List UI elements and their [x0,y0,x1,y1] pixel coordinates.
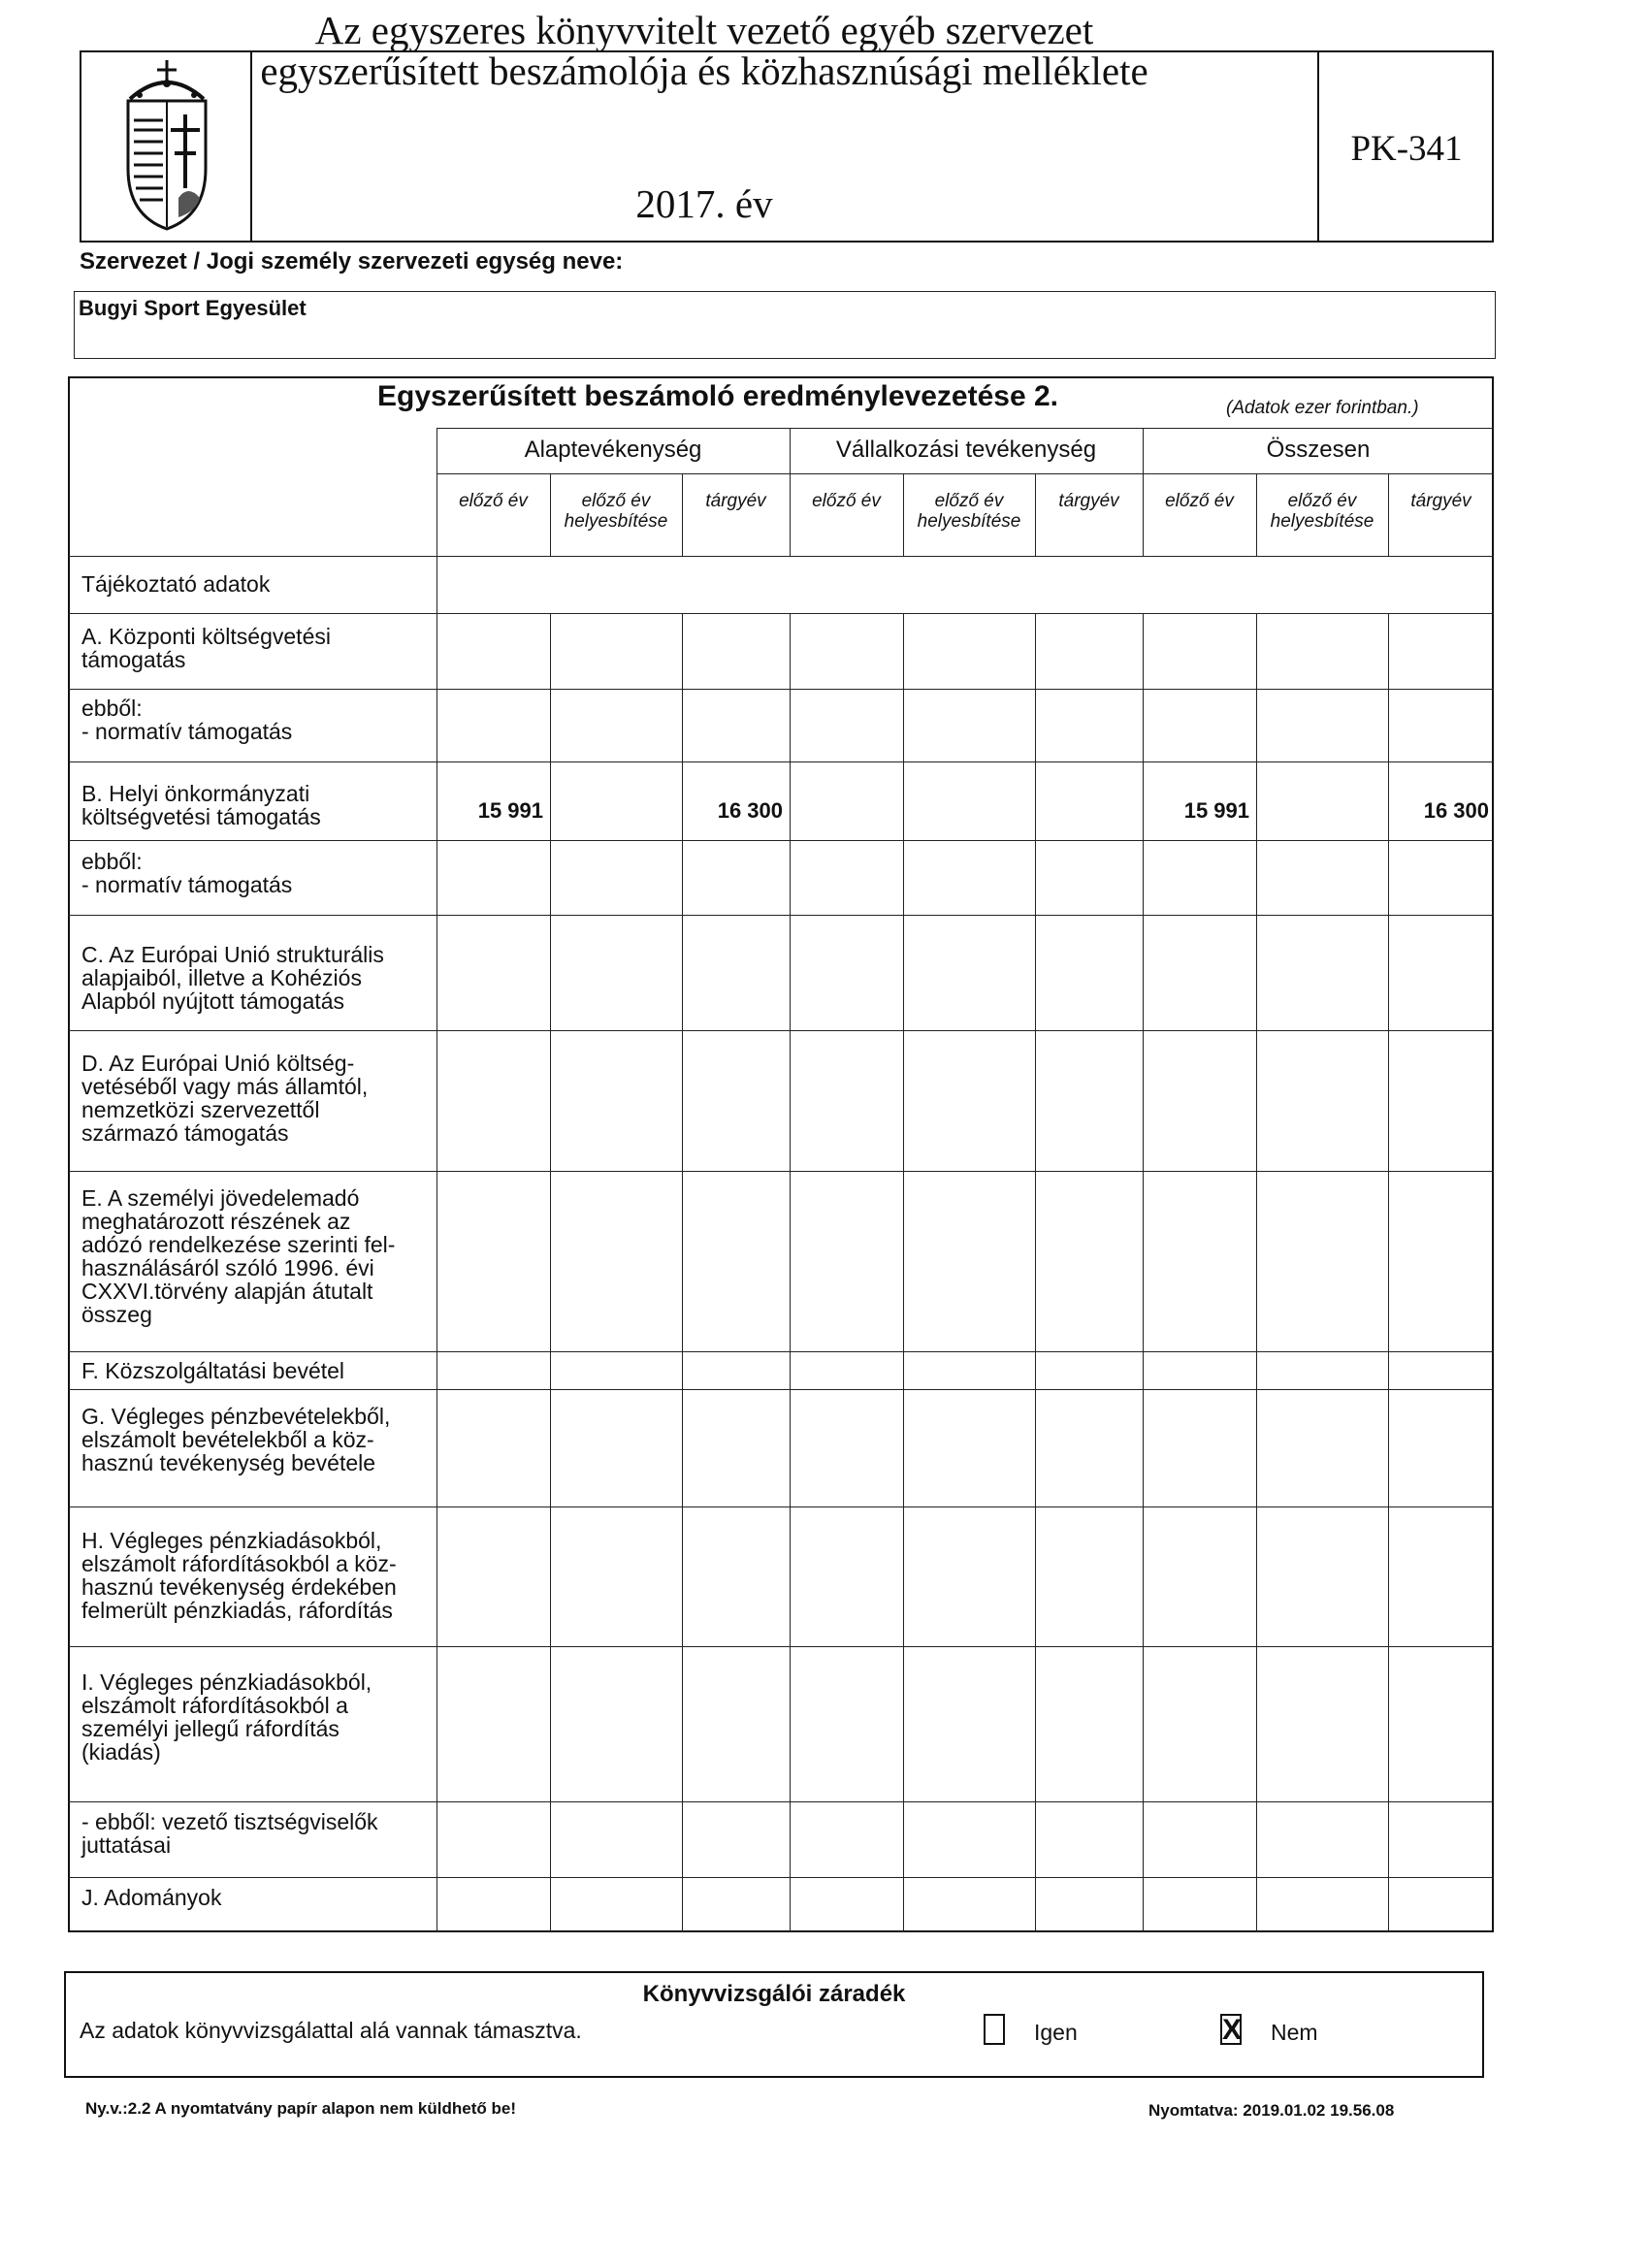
grid-line [436,473,1494,474]
subheader-prev-year-correction: előző év helyesbítése [1270,491,1374,532]
row-label-b: B. Helyi önkormányzati költségvetési támogatás [81,781,321,829]
auditor-clause-title: Könyvvizsgálói záradék [642,1981,906,2007]
grid-line [903,613,904,1932]
audit-no-label: Nem [1271,2020,1318,2045]
row-label-a-sub: ebből: - normatív támogatás [81,696,293,744]
grid-line [68,1171,1494,1172]
row-label-f: F. Közszolgáltatási bevétel [81,1358,345,1383]
audit-no-checkbox[interactable]: X [1222,2014,1243,2046]
row-label-a: A. Központi költségvetési támogatás [81,624,331,672]
organization-name-field[interactable] [74,291,1496,359]
row-label-i-sub: - ebből: vezető tisztségviselők juttatásai [81,1809,378,1858]
subheader-prev-year: előző év [1165,491,1234,511]
grid-line [68,1351,1494,1352]
form-code: PK-341 [1350,129,1463,169]
grid-line [68,1030,1494,1031]
grid-line [1256,613,1257,1932]
group-header-osszesen: Összesen [1266,437,1371,463]
grid-line [68,613,1494,614]
row-label-h: H. Végleges pénzkiadásokból, elszámolt ráfordításokból a köz- hasznú tevékenység érdekében felmerült pénzkiadás, ráfordítás [81,1528,397,1623]
cell-b-alap-curr: 16 300 [717,798,783,823]
audit-yes-checkbox[interactable] [984,2014,1005,2045]
subheader-current-year: tárgyév [1410,491,1471,511]
row-label-j: J. Adományok [81,1885,222,1910]
subheader-current-year: tárgyév [1058,491,1119,511]
organization-label: Szervezet / Jogi személy szervezeti egység neve: [80,248,624,275]
row-label-b-sub: ebből: - normatív támogatás [81,849,293,897]
group-header-alaptevekenyseg: Alaptevékenység [524,437,702,463]
subheader-current-year: tárgyév [705,491,766,511]
row-label-d: D. Az Európai Unió költség- vetéséből vagy más államtól, nemzetközi szervezettől származó támogatás [81,1051,369,1146]
grid-line [68,761,1494,762]
grid-line [68,1389,1494,1390]
grid-line [68,1646,1494,1647]
grid-line [1035,613,1036,1932]
grid-line [682,473,683,556]
cell-b-total-curr: 16 300 [1423,798,1489,823]
subheader-prev-year-correction: előző év helyesbítése [917,491,1021,532]
grid-line [1035,473,1036,556]
subheader-prev-year-correction: előző év helyesbítése [564,491,668,532]
row-label-e: E. A személyi jövedelemadó meghatározott részének az adózó rendelkezése szerinti fel- használásáról szóló 1996. évi CXXVI.törvény alapján átutalt összeg [81,1185,396,1327]
cell-b-alap-prev: 15 991 [477,798,543,823]
table-units-note: (Adatok ezer forintban.) [1226,398,1419,418]
form-year: 2017. év [635,181,773,226]
form-code-cell [1317,52,1492,243]
footer-print-date: Nyomtatva: 2019.01.02 19.56.08 [1148,2101,1395,2120]
grid-line [550,613,551,1932]
grid-line [68,1877,1494,1878]
grid-line [68,915,1494,916]
grid-line [68,840,1494,841]
subheader-prev-year: előző év [812,491,881,511]
grid-line [1388,473,1389,556]
form-title-line2: egyszerűsített beszámolója és közhasznúsági melléklete [260,49,1148,93]
form-title-line1: Az egyszeres könyvvitelt vezető egyéb szervezet [314,8,1094,52]
grid-line [68,1801,1494,1802]
row-label-c: C. Az Európai Unió strukturális alapjaiból, illetve a Kohéziós Alapból nyújtott támogatás [81,942,384,1014]
organization-name-value: Bugyi Sport Egyesület [79,296,307,320]
audit-yes-label: Igen [1034,2020,1078,2045]
row-label-info: Tájékoztató adatok [81,571,271,597]
row-label-i: I. Végleges pénzkiadásokból, elszámolt ráfordításokból a személyi jellegű ráfordítás (kiadás) [81,1669,372,1765]
grid-line [436,428,1494,429]
cell-b-total-prev: 15 991 [1183,798,1249,823]
footer-note: Ny.v.:2.2 A nyomtatvány papír alapon nem küldhető be! [85,2099,516,2118]
grid-line [790,613,791,1932]
grid-line [68,689,1494,690]
row-label-g: G. Végleges pénzbevételekből, elszámolt bevételekből a köz- hasznú tevékenység bevétele [81,1404,391,1475]
grid-line [68,556,1494,557]
form-title [171,10,1238,91]
table-title: Egyszerűsített beszámoló eredménylevezetése 2. [377,380,1058,412]
subheader-prev-year: előző év [459,491,528,511]
group-header-vallalkozasi: Vállalkozási tevékenység [835,437,1097,463]
auditor-clause-statement: Az adatok könyvvizsgálattal alá vannak támasztva. [80,2018,582,2043]
